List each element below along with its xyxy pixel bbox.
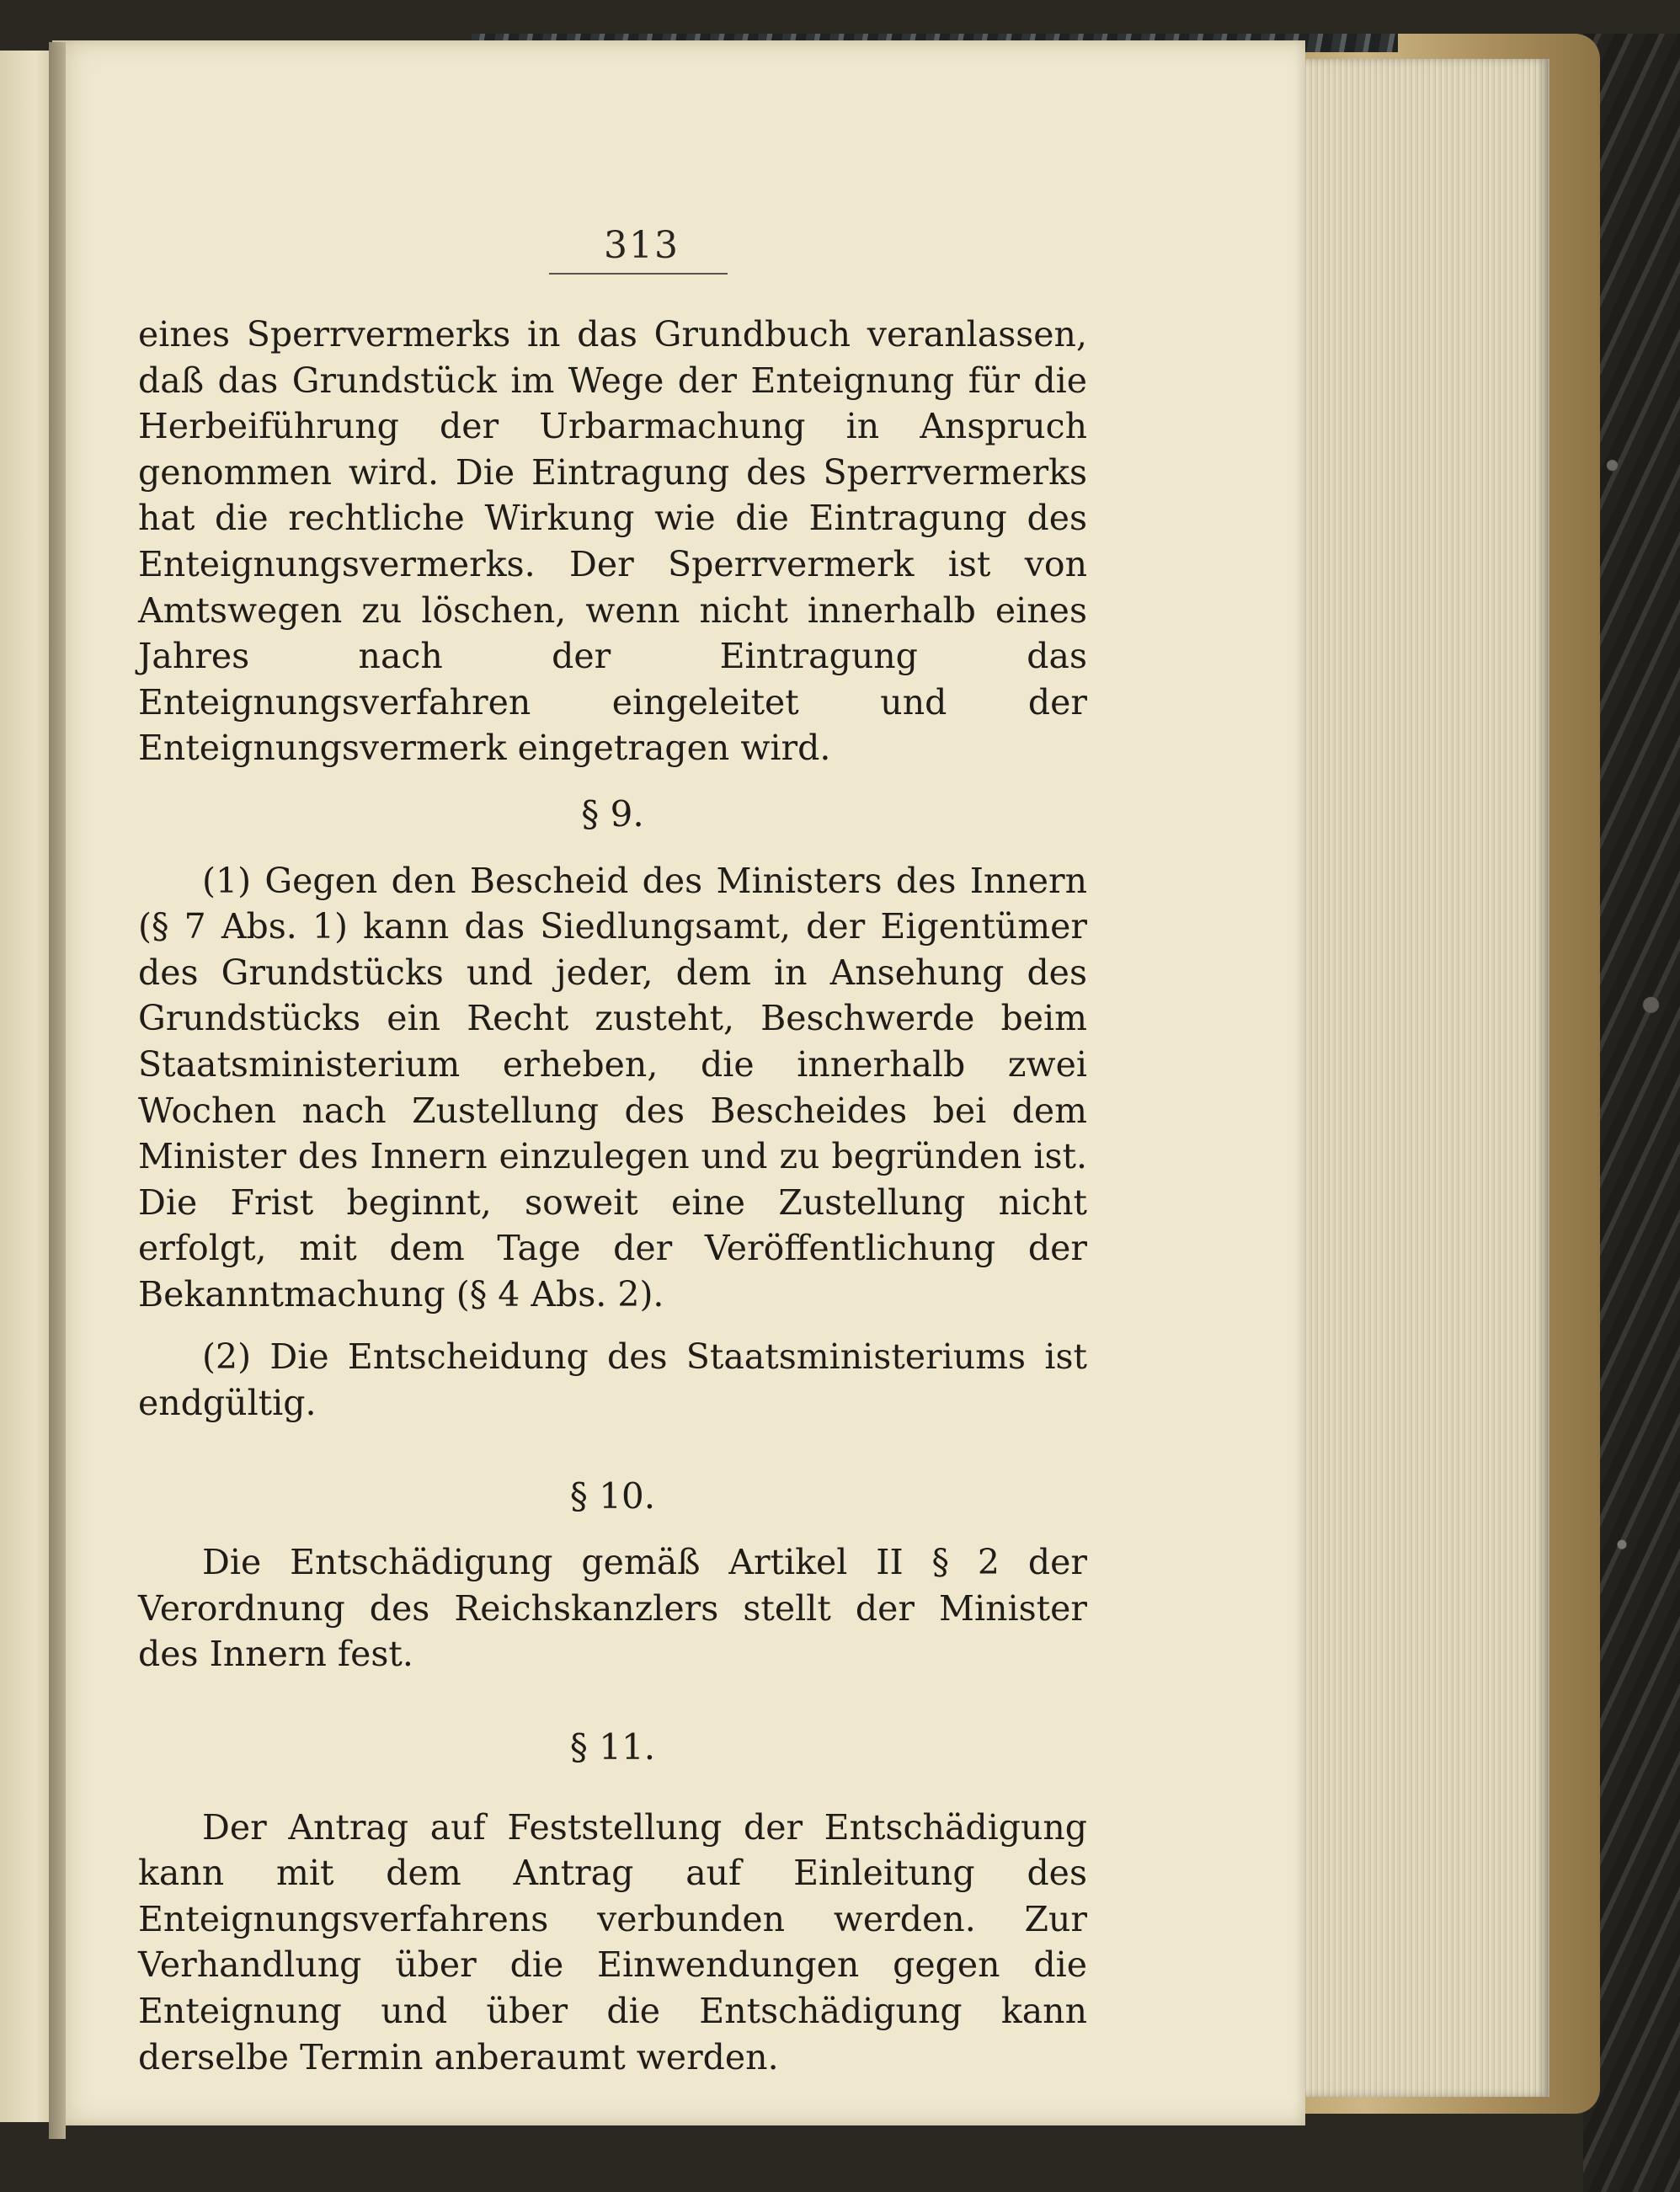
book-page <box>52 40 1305 2125</box>
page-number: 313 <box>604 224 680 267</box>
lead-paragraph: eines Sperrvermerks in das Grundbuch veranlassen, daß das Grundstück im Wege der Enteignung für die Herbeiführung der Urbarmachung in Anspruch genommen wird. Die Eintragung des Sperrvermerks hat die rechtliche Wirkung wie die Eintragung des Enteignungsvermerks. Der Sperrvermerk ist von Amtswegen zu löschen, wenn nicht innerhalb eines Jahres nach der Eintragung das Enteignungsverfahren eingeleitet und der Enteignungsvermerk eingetragen wird. <box>138 314 1087 769</box>
section-10-heading: § 10. <box>569 1475 656 1517</box>
page-body <box>138 312 1087 2080</box>
section-11-heading: § 11. <box>569 1726 656 1768</box>
page-stack-fore-edge <box>1297 59 1549 2097</box>
section-9-heading: § 9. <box>581 792 644 835</box>
page-gutter <box>49 42 66 2139</box>
section-10-paragraph-1: Die Entschädigung gemäß Artikel II § 2 der Verordnung des Reichskanzlers stellt der Minister des Innern fest. <box>138 1542 1087 1675</box>
section-9-paragraph-2: (2) Die Entscheidung des Staatsministeriums ist endgültig. <box>138 1336 1087 1424</box>
section-9-paragraph-1: (1) Gegen den Bescheid des Ministers des Innern (§ 7 Abs. 1) kann das Siedlungsamt, der Eigentümer des Grundstücks und jeder, dem in Ansehung des Grundstücks ein Recht zusteht, Beschwerde beim Staatsministerium erheben, die innerhalb zwei Wochen nach Zustellung des Bescheides bei dem Minister des Innern einzulegen und zu begründen ist. Die Frist beginnt, soweit eine Zustellung nicht erfolgt, mit dem Tage der Veröffentlichung der Bekanntmachung (§ 4 Abs. 2). <box>138 860 1087 1315</box>
section-11-paragraph-1: Der Antrag auf Feststellung der Entschädigung kann mit dem Antrag auf Einleitung des Enteignungsverfahrens verbunden werden. Zur Verhandlung über die Einwendungen gegen die Enteignung und über die Entschädigung kann derselbe Termin anberaumt werden. <box>138 1806 1087 2077</box>
page-number-rule <box>549 273 728 275</box>
